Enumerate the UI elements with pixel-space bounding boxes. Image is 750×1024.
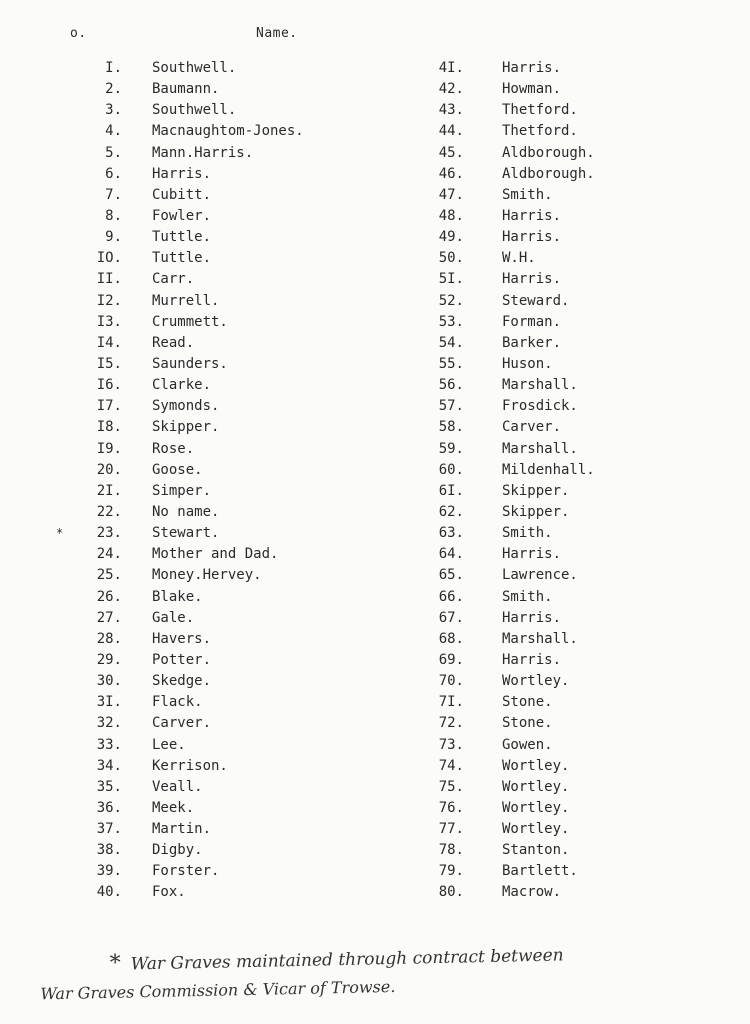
entry-name: Simper. (152, 482, 212, 499)
entry-number: 33. (96, 736, 122, 753)
entry-number: 32. (96, 715, 122, 732)
entry-number: 2I. (96, 482, 122, 499)
entry-name: Blake. (152, 588, 203, 605)
entry-number: 73. (438, 736, 464, 753)
name-column-header: Name. (256, 26, 298, 41)
entry-number: 54. (438, 334, 464, 351)
entry-name: Stanton. (502, 842, 570, 859)
number-column-header: o. (70, 26, 87, 41)
entry-name: Smith. (502, 186, 553, 203)
entry-number: I. (105, 60, 122, 76)
entry-name: Saunders. (152, 355, 228, 372)
entry-name: Howman. (502, 81, 562, 98)
entry-name: Macrow. (502, 884, 562, 901)
entry-number: I2. (96, 292, 122, 309)
entry-number: 43. (438, 102, 464, 119)
entry-name: Gale. (152, 609, 195, 626)
entry-name: Flack. (152, 694, 203, 711)
entry-number: 20. (96, 461, 122, 478)
entry-number: 60. (438, 461, 464, 478)
entry-number: 57. (438, 398, 464, 415)
entry-number: 79. (438, 863, 464, 880)
entry-name: Forster. (152, 863, 220, 880)
entry-name: Carr. (152, 271, 195, 288)
entry-number: IO. (96, 250, 122, 267)
entry-name: No name. (152, 503, 220, 520)
entry-number: 76. (438, 799, 464, 816)
entry-name: Tuttle. (152, 250, 212, 267)
entry-number: 75. (438, 778, 464, 795)
entry-name: Lawrence. (502, 567, 578, 584)
entry-number: 49. (438, 229, 464, 246)
entry-number: 45. (438, 144, 464, 161)
entry-name: Havers. (152, 630, 212, 647)
entry-name: Fox. (152, 884, 186, 901)
entry-name: Clarke. (152, 377, 212, 394)
entry-number: 47. (438, 186, 464, 203)
entry-name: Smith. (502, 588, 553, 605)
entry-name: Huson. (502, 355, 553, 372)
entry-name: Thetford. (502, 123, 578, 140)
entry-number: 48. (438, 207, 464, 224)
entry-name: Thetford. (502, 102, 578, 119)
entry-name: Macnaughtom-Jones. (152, 123, 304, 140)
entry-name: Carver. (502, 419, 562, 436)
entry-number: 74. (438, 757, 464, 774)
entry-name: Frosdick. (502, 398, 578, 415)
entry-number: 29. (96, 651, 122, 668)
entry-name: Harris. (502, 229, 562, 246)
entry-number: 4. (105, 123, 122, 140)
entry-number: 63. (438, 525, 464, 542)
entry-number: 25. (96, 567, 122, 584)
entry-number: 35. (96, 778, 122, 795)
entry-name: Southwell. (152, 60, 237, 76)
entry-number: 28. (96, 630, 122, 647)
entry-name: Wortley. (502, 757, 570, 774)
entry-number: 40. (96, 884, 122, 901)
entry-number: I3. (96, 313, 122, 330)
entry-number: 38. (96, 842, 122, 859)
entry-number: 64. (438, 546, 464, 563)
entry-number: I4. (96, 334, 122, 351)
asterisk-mark: * (56, 526, 64, 541)
entry-name: Money.Hervey. (152, 567, 262, 584)
entry-number: 9. (105, 229, 122, 246)
entry-number: 7. (105, 186, 122, 203)
entry-name: Harris. (502, 546, 562, 563)
entry-number: 50. (438, 250, 464, 267)
entry-name: Wortley. (502, 778, 570, 795)
entry-name: Cubitt. (152, 186, 212, 203)
entry-number: I5. (96, 355, 122, 372)
entry-name: Kerrison. (152, 757, 228, 774)
entry-name: Murrell. (152, 292, 220, 309)
entry-name: Wortley. (502, 799, 570, 816)
entry-name: Stewart. (152, 525, 220, 542)
entry-number: 8. (105, 207, 122, 224)
entry-name: Aldborough. (502, 144, 595, 161)
entry-name: Mann.Harris. (152, 144, 254, 161)
entry-name: Skipper. (152, 419, 220, 436)
entry-number: 39. (96, 863, 122, 880)
entry-name: W.H. (502, 250, 536, 267)
entry-number: II. (96, 271, 122, 288)
entry-name: Meek. (152, 799, 195, 816)
entry-name: Skedge. (152, 673, 212, 690)
entry-name: Martin. (152, 821, 212, 838)
entry-name: Harris. (502, 651, 562, 668)
entry-name: Smith. (502, 525, 553, 542)
entry-name: Mildenhall. (502, 461, 595, 478)
entry-name: Fowler. (152, 207, 212, 224)
entry-number: 7I. (438, 694, 464, 711)
entry-name: Wortley. (502, 821, 570, 838)
entry-name: Marshall. (502, 440, 578, 457)
entry-name: Mother and Dad. (152, 546, 279, 563)
entry-number: 58. (438, 419, 464, 436)
entry-name: Crummett. (152, 313, 228, 330)
entry-name: Southwell. (152, 102, 237, 119)
entry-name: Veall. (152, 778, 203, 795)
entry-name: Skipper. (502, 503, 570, 520)
entry-number: 70. (438, 673, 464, 690)
entry-number: 34. (96, 757, 122, 774)
entry-name: Forman. (502, 313, 562, 330)
entry-number: 44. (438, 123, 464, 140)
entry-number: I6. (96, 377, 122, 394)
entry-number: 53. (438, 313, 464, 330)
entry-number: 37. (96, 821, 122, 838)
entry-number: 67. (438, 609, 464, 626)
entry-name: Lee. (152, 736, 186, 753)
entry-number: 72. (438, 715, 464, 732)
entry-number: 77. (438, 821, 464, 838)
entry-number: 59. (438, 440, 464, 457)
entry-number: 5I. (438, 271, 464, 288)
entry-name: Harris. (502, 60, 562, 76)
entry-number: I8. (96, 419, 122, 436)
entry-number: 56. (438, 377, 464, 394)
entry-number: 26. (96, 588, 122, 605)
entry-name: Barker. (502, 334, 562, 351)
entry-name: Harris. (502, 271, 562, 288)
entry-name: Stone. (502, 715, 553, 732)
entry-number: 78. (438, 842, 464, 859)
entry-name: Baumann. (152, 81, 220, 98)
entry-name: Rose. (152, 440, 195, 457)
entry-number: 65. (438, 567, 464, 584)
entry-number: 55. (438, 355, 464, 372)
entry-name: Stone. (502, 694, 553, 711)
entry-number: 22. (96, 503, 122, 520)
entry-number: 27. (96, 609, 122, 626)
handwritten-footnote (39, 937, 745, 1009)
footnote-line-2: War Graves Commission & Vicar of Trowse. (40, 976, 396, 1004)
entry-name: Steward. (502, 292, 570, 309)
entry-name: Skipper. (502, 482, 570, 499)
entry-name: Harris. (152, 165, 212, 182)
entry-number: 62. (438, 503, 464, 520)
entry-name: Wortley. (502, 673, 570, 690)
entry-name: Marshall. (502, 377, 578, 394)
entry-name: Marshall. (502, 630, 578, 647)
entry-name: Gowen. (502, 736, 553, 753)
entry-number: 46. (438, 165, 464, 182)
entry-name: Bartlett. (502, 863, 578, 880)
entry-number: 5. (105, 144, 122, 161)
footnote-line-1: War Graves maintained through contract between (130, 945, 564, 975)
entry-name: Goose. (152, 461, 203, 478)
entry-number: 6. (105, 165, 122, 182)
entry-name: Read. (152, 334, 195, 351)
entry-number: 6I. (438, 482, 464, 499)
entry-name: Aldborough. (502, 165, 595, 182)
entry-number: I9. (96, 440, 122, 457)
entry-number: 4I. (438, 60, 464, 76)
entry-name: Potter. (152, 651, 212, 668)
entry-number: 3. (105, 102, 122, 119)
entry-name: Digby. (152, 842, 203, 859)
entry-number: I7. (96, 398, 122, 415)
entry-name: Harris. (502, 207, 562, 224)
entry-number: 2. (105, 81, 122, 98)
entry-number: 3I. (96, 694, 122, 711)
entry-name: Tuttle. (152, 229, 212, 246)
entry-number: 24. (96, 546, 122, 563)
entry-number: 36. (96, 799, 122, 816)
entry-name: Carver. (152, 715, 212, 732)
footnote-star: * (109, 950, 122, 976)
entry-number: 30. (96, 673, 122, 690)
entry-number: 23. (96, 525, 122, 542)
entry-number: 42. (438, 81, 464, 98)
entry-number: 52. (438, 292, 464, 309)
entry-number: 66. (438, 588, 464, 605)
entry-number: 68. (438, 630, 464, 647)
entry-number: 69. (438, 651, 464, 668)
entry-number: 80. (438, 884, 464, 901)
entry-name: Harris. (502, 609, 562, 626)
entry-name: Symonds. (152, 398, 220, 415)
